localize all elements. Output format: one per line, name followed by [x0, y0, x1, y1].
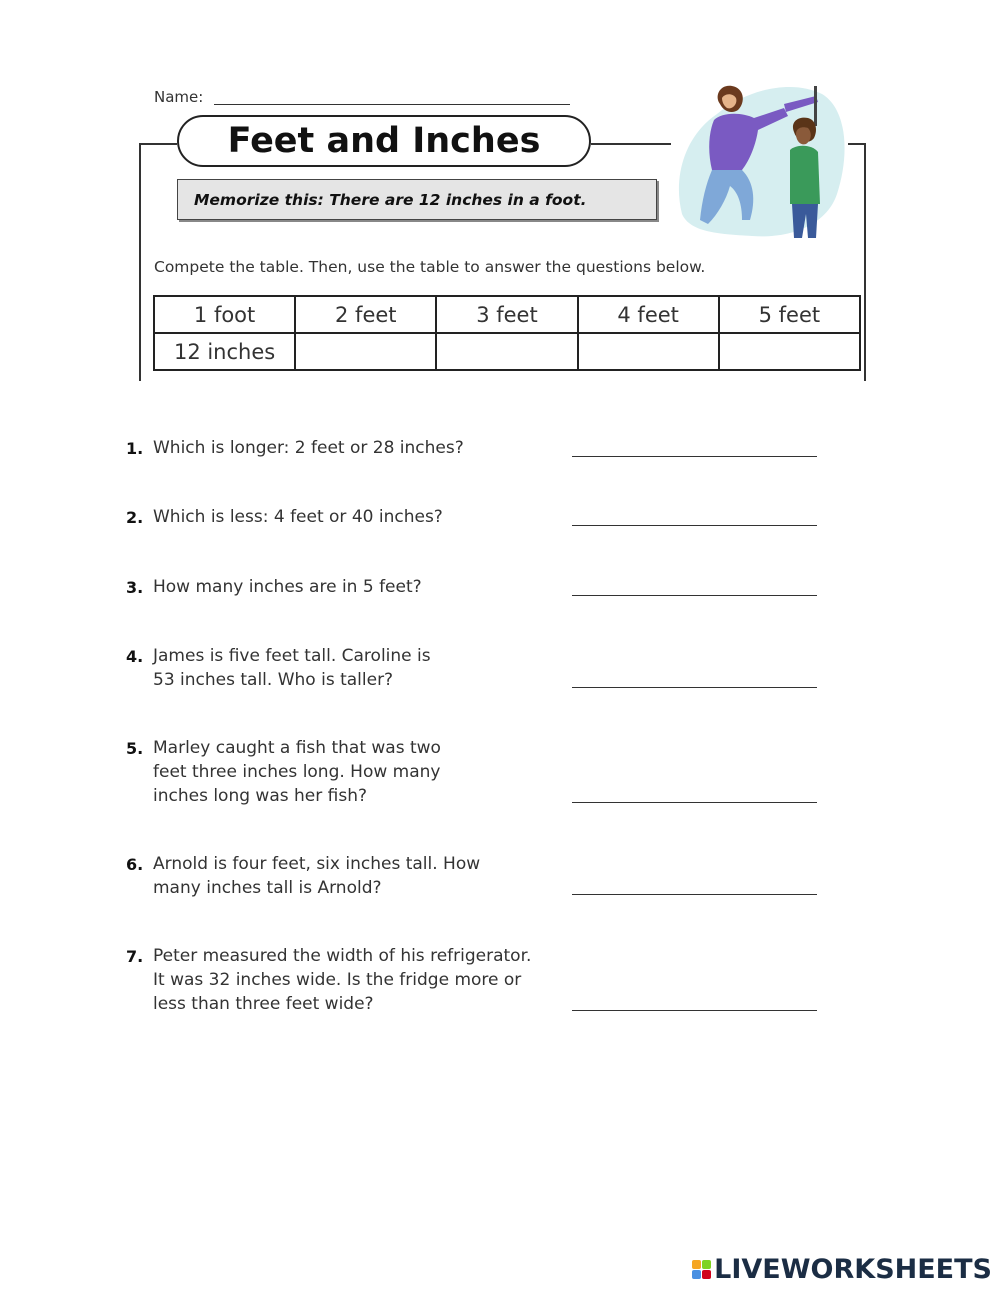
question-number: 1.: [126, 439, 144, 458]
liveworksheets-logo: [692, 1254, 992, 1285]
answer-line-2[interactable]: [572, 525, 817, 526]
answer-cell[interactable]: [436, 333, 577, 370]
name-input-line[interactable]: [214, 104, 570, 105]
question-number: 3.: [126, 578, 144, 597]
frame-left: [139, 143, 141, 381]
answer-line-7[interactable]: [572, 1010, 817, 1011]
table-row-inches: [154, 333, 860, 370]
answer-line-4[interactable]: [572, 687, 817, 688]
question-text: James is five feet tall. Caroline is 53 inches tall. Who is taller?: [153, 646, 431, 690]
name-label: Name:: [154, 88, 204, 106]
page-title: Feet and Inches: [177, 115, 591, 167]
frame-left-top: [139, 143, 177, 145]
table-row-feet: [154, 296, 860, 333]
frame-right-top: [591, 143, 671, 145]
frame-right: [864, 143, 866, 381]
frame-right-top-2: [848, 143, 865, 145]
table-cell: 12 inches: [154, 333, 295, 370]
measuring-height-illustration: [672, 74, 850, 244]
brand-text: LIVEWORKSHEETS: [714, 1254, 992, 1285]
question-text: Peter measured the width of his refrigerator. It was 32 inches wide. Is the fridge more or less than three feet wide?: [153, 946, 532, 1014]
question-text: Which is less: 4 feet or 40 inches?: [153, 507, 443, 527]
memo-box: Memorize this: There are 12 inches in a foot.: [177, 179, 657, 220]
answer-cell[interactable]: [719, 333, 860, 370]
question-text: Which is longer: 2 feet or 28 inches?: [153, 438, 464, 458]
question-number: 7.: [126, 947, 144, 966]
table-cell: 3 feet: [436, 296, 577, 333]
table-cell: 1 foot: [154, 296, 295, 333]
brand-blocks-icon: [692, 1260, 711, 1279]
question-text: Marley caught a fish that was two feet three inches long. How many inches long was her fish?: [153, 738, 441, 806]
question-number: 6.: [126, 855, 144, 874]
answer-cell[interactable]: [578, 333, 719, 370]
answer-line-5[interactable]: [572, 802, 817, 803]
question-number: 5.: [126, 739, 144, 758]
answer-line-1[interactable]: [572, 456, 817, 457]
table-cell: 4 feet: [578, 296, 719, 333]
instructions: Compete the table. Then, use the table to answer the questions below.: [154, 258, 706, 276]
table-cell: 2 feet: [295, 296, 436, 333]
answer-line-3[interactable]: [572, 595, 817, 596]
question-number: 2.: [126, 508, 144, 527]
question-number: 4.: [126, 647, 144, 666]
answer-cell[interactable]: [295, 333, 436, 370]
table-cell: 5 feet: [719, 296, 860, 333]
conversion-table: [153, 295, 861, 371]
question-text: How many inches are in 5 feet?: [153, 577, 422, 597]
answer-line-6[interactable]: [572, 894, 817, 895]
question-text: Arnold is four feet, six inches tall. How many inches tall is Arnold?: [153, 854, 481, 898]
